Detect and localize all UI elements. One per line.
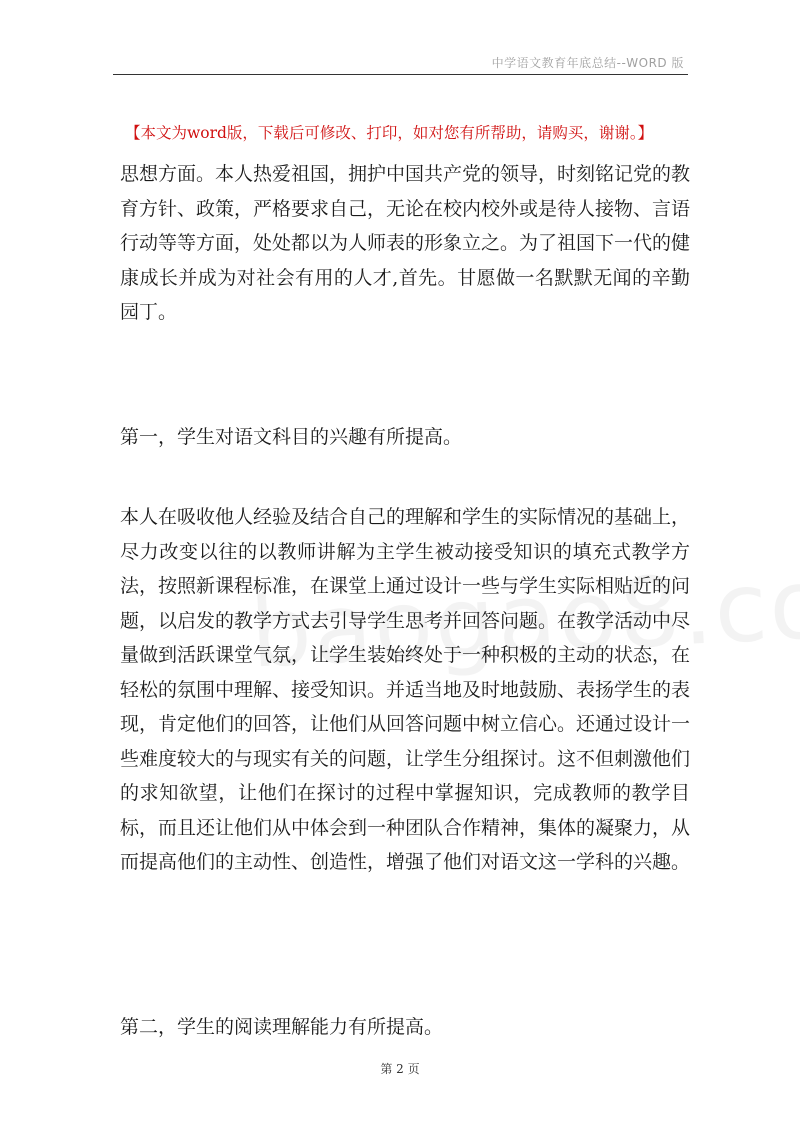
header-title: 中学语文教育年底总结--WORD 版: [491, 56, 684, 70]
header-divider: [113, 74, 688, 75]
paragraph-teaching-method: 本人在吸收他人经验及结合自己的理解和学生的实际情况的基础上，尽力改变以往的以教师讲解为主学生被动接受知识的填充式教学方法，按照新课程标准，在课堂上通过设计一些与学生实际相贴近的问题，以启发的教学方式去引导学生思考并回答问题。在教学活动中尽量做到活跃课堂气氛，让学生装始终处于一种积极的主动的状态，在轻松的氛围中理解、接受知识。并适当地及时地鼓励、表扬学生的表现，肯定他们的回答，让他们从回答问题中树立信心。还通过设计一些难度较大的与现实有关的问题，让学生分组探讨。这不但刺激他们的求知欲望，让他们在探讨的过程中掌握知识，完成教师的教学目标，而且还让他们从中体会到一种团队合作精神，集体的凝聚力，从而提高他们的主动性、创造性，增强了他们对语文这一学科的兴趣。: [120, 506, 691, 873]
section-heading-interest: 第一，学生对语文科目的兴趣有所提高。: [120, 426, 463, 448]
page-number: 第 2 页: [380, 1062, 420, 1076]
section-heading-reading: 第二，学生的阅读理解能力有所提高。: [120, 1016, 444, 1038]
paragraph-thoughts: 思想方面。本人热爱祖国，拥护中国共产党的领导，时刻铭记党的教育方针、政策，严格要求自己，无论在校内校外或是待人接物、言语行动等等方面，处处都以为人师表的形象立之。为了祖国下一代的健康成长并成为对社会有用的人才,首先。甘愿做一名默默无闻的辛勤园丁。: [120, 163, 691, 323]
download-notice: 【本文为word版，下载后可修改、打印，如对您有所帮助，请购买，谢谢。】: [125, 124, 654, 142]
